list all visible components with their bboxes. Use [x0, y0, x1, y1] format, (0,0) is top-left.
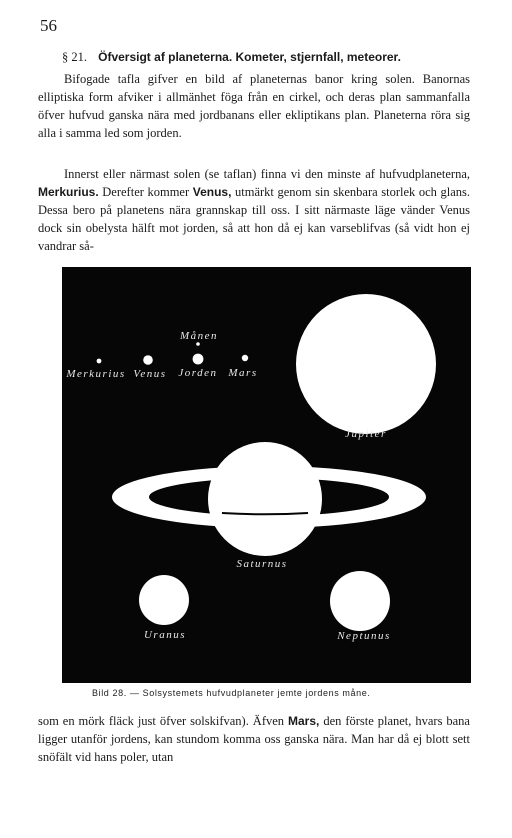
term-merkurius: Merkurius.	[38, 185, 99, 199]
saturn-body	[208, 442, 322, 556]
planet-jupiter	[296, 294, 436, 434]
planet-venus	[143, 355, 153, 365]
label-merkurius: Merkurius	[66, 368, 126, 380]
planet-neptunus	[330, 571, 390, 631]
figure-caption: Bild 28. — Solsystemets hufvudplaneter jemte jordens måne.	[92, 688, 371, 698]
label-jupiter: Jupiter	[345, 428, 387, 440]
section-title: Öfversigt af planeterna. Kometer, stjernfall, meteorer.	[98, 50, 401, 64]
paragraph-mars	[38, 712, 470, 766]
planet-manen	[196, 342, 200, 346]
label-neptunus: Neptunus	[337, 630, 391, 642]
planet-uranus	[139, 575, 189, 625]
page-number: 56	[40, 16, 57, 35]
label-mars: Mars	[228, 367, 258, 379]
paragraph-merkurius-venus	[38, 165, 470, 255]
planet-merkurius	[97, 359, 102, 364]
term-mars: Mars,	[288, 714, 320, 728]
planet-plate-figure	[62, 267, 471, 683]
paragraph-planet-orbits: Bifogade tafla gifver en bild af planeternas banor kring solen. Banornas elliptiska form afviker i allmänhet föga från en cirkel, och deras plan sammanfalla öfver hufvud ganska nära med jordbanans eller ekliptikans plan. Planeterna röra sig alla i samma led som jorden.	[38, 72, 470, 140]
label-manen: Månen	[179, 330, 219, 342]
planet-jorden	[193, 354, 204, 365]
label-saturnus: Saturnus	[236, 558, 288, 570]
para2-text-3: utmärkt genom sin skenbara storlek och glans. Dessa bero på planetens nära grannskap till oss. I sitt närmaste läge vänder Venus dock sin obelysta hälft mot jorden, så att hon då ej kan varseblifvas (så vidt hon ej vandrar så-	[38, 185, 470, 253]
para2-text-2: Derefter kommer	[98, 185, 193, 199]
para3-text-1: som en mörk fläck just öfver solskifvan). Äfven	[38, 714, 288, 728]
term-venus: Venus,	[192, 185, 232, 199]
planet-mars	[242, 355, 248, 361]
section-heading	[62, 50, 482, 65]
label-uranus: Uranus	[143, 629, 187, 641]
para3-text-2: den förste planet, hvars bana ligger utanför jordens, kan stundom komma oss ganska nära. Man har då ej blott sett snöfält vid hans poler, utan	[38, 714, 470, 764]
planet-plate-svg	[62, 267, 471, 683]
para2-text-1: Innerst eller närmast solen (se taflan) finna vi den minste af hufvudplaneterna,	[64, 167, 470, 181]
label-jorden: Jorden	[178, 367, 218, 379]
label-venus: Venus	[133, 368, 167, 380]
section-number: § 21.	[62, 50, 87, 64]
